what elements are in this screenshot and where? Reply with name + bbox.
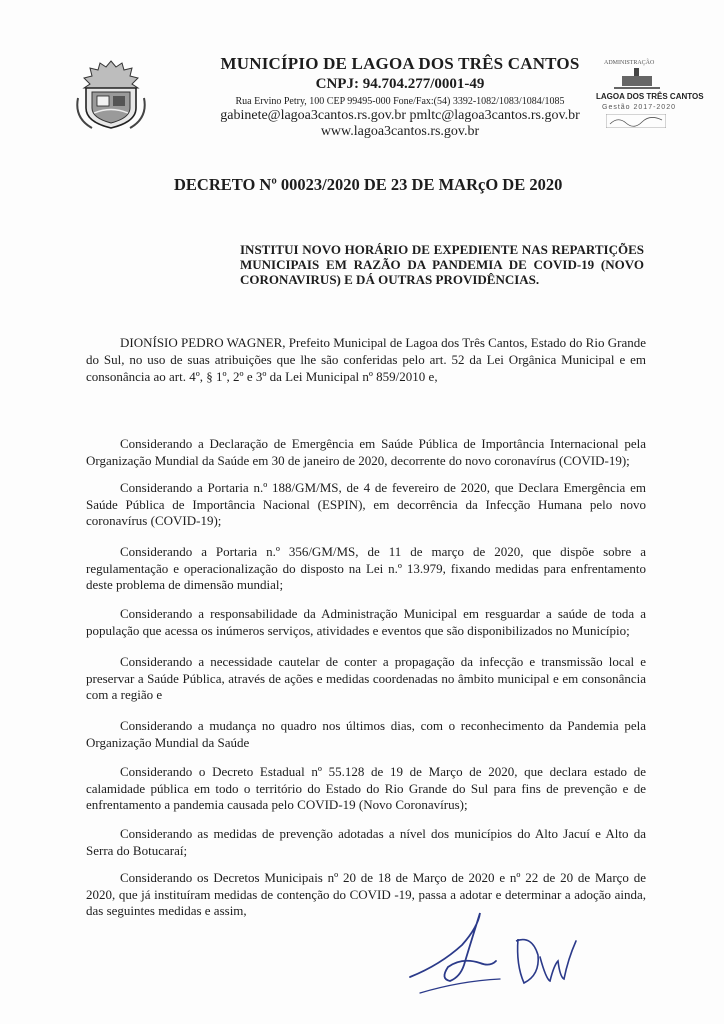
signature-initials: [400, 905, 600, 1005]
considerando-paragraph: Considerando a Declaração de Emergência em Saúde Pública de Importância Internacional pela Organização Mundial da Saúde em 30 de janeiro de 2020, decorrente do novo coronavírus (COVID-19);: [86, 436, 646, 468]
address-line: Rua Ervino Petry, 100 CEP 99495-000 Fone/Fax:(54) 3392-1082/1083/1084/1085: [235, 96, 565, 107]
considerando-paragraph: Considerando a responsabilidade da Administração Municipal em resguardar a saúde de toda a população que acessa os inúmeros serviços, atividades e eventos que são disponibilizados no Município;: [86, 606, 646, 638]
logo-top-text: ADMINISTRAÇÃO: [604, 60, 655, 66]
email-addresses: gabinete@lagoa3cantos.rs.gov.br pmltc@lagoa3cantos.rs.gov.br: [220, 108, 580, 123]
logo-subtitle: Gestão 2017-2020: [602, 104, 676, 111]
considerando-paragraph: Considerando a mudança no quadro nos últimos dias, com o reconhecimento da Pandemia pela Organização Mundial da Saúde: [86, 718, 646, 750]
considerando-paragraph: Considerando a necessidade cautelar de conter a propagação da infecção e transmissão local e preservar a Saúde Pública, através de ações e medidas coordenadas no âmbito municipal e em consonância com a região e: [86, 654, 646, 702]
administration-logo: [596, 60, 704, 130]
preamble-paragraph: [86, 334, 646, 385]
considerando-paragraph: Considerando a Portaria n.º 356/GM/MS, de 11 de março de 2020, que dispõe sobre a regulamentação e operacionalização do disposto na Lei n.º 13.979, fixando medidas para enfrentamento deste problema de dimensão mundial;: [86, 544, 646, 592]
website: www.lagoa3cantos.rs.gov.br: [320, 124, 480, 139]
logo-name: LAGOA DOS TRÊS CANTOS: [596, 92, 704, 101]
considerando-paragraph: Considerando o Decreto Estadual nº 55.128 de 19 de Março de 2020, que declara estado de calamidade pública em todo o território do Estado do Rio Grande do Sul para fins de prevenção e de enfrentamento a pandemia causada pelo COVID-19 (Novo Coronavírus);: [86, 764, 646, 812]
municipality-name: MUNICÍPIO DE LAGOA DOS TRÊS CANTOS: [220, 54, 580, 73]
considerando-paragraph: Considerando a Portaria n.º 188/GM/MS, de 4 de fevereiro de 2020, que Declara Emergência em Saúde Pública de Importância Nacional (ESPIN), em decorrência da Infecção Humana pelo novo coronavírus (COVID-19);: [86, 480, 646, 528]
municipal-crest-icon: [72, 58, 150, 130]
decree-ementa: INSTITUI NOVO HORÁRIO DE EXPEDIENTE NAS REPARTIÇÕES MUNICIPAIS EM RAZÃO DA PANDEMIA DE COVID-19 (NOVO CORONAVIRUS) E DÁ OUTRAS PROVIDÊNCIAS.: [240, 242, 644, 287]
considerando-paragraph: Considerando os Decretos Municipais nº 20 de 18 de Março de 2020 e nº 22 de 20 de Março de 2020, que já instituíram medidas de contenção do COVID -19, passa a adotar e determinar a adoção ainda, das seguintes medidas e assim,: [86, 870, 646, 918]
logo-signature-icon: [606, 114, 666, 128]
preamble-text: DIONÍSIO PEDRO WAGNER, Prefeito Municipal de Lagoa dos Três Cantos, Estado do Rio Grande do Sul, no uso de suas atribuições que lhe são conferidas pelo art. 52 da Lei Orgânica Municipal e em consonância ao art. 4º, § 1º, 2º e 3º da Lei Municipal nº 859/2010 e,: [86, 335, 646, 384]
considerando-paragraph: Considerando as medidas de prevenção adotadas a nível dos municípios do Alto Jacuí e Alto da Serra do Botucaraí;: [86, 826, 646, 858]
church-icon: [614, 66, 660, 90]
cnpj: CNPJ: 94.704.277/0001-49: [315, 76, 485, 92]
decree-title: DECRETO Nº 00023/2020 DE 23 DE MARçO DE 2020: [174, 175, 563, 194]
